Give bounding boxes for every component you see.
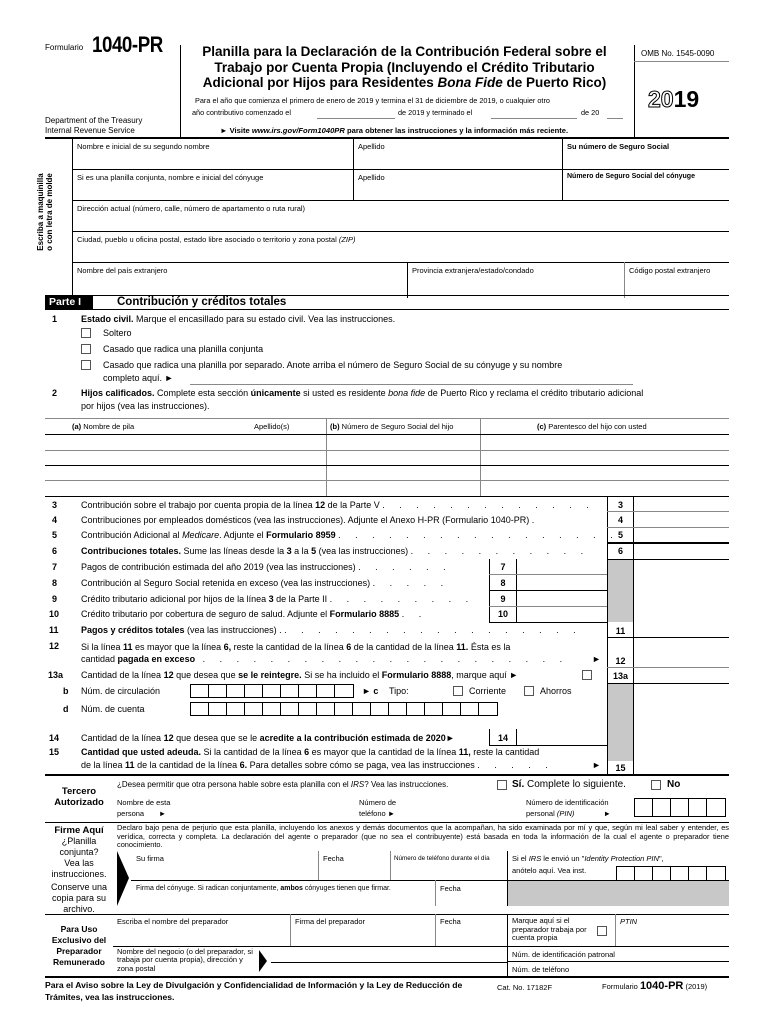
tax-period-start-label: año contributivo comenzado el [192,108,291,117]
line-number: 5 [52,530,58,540]
department-name: Department of the Treasury [45,116,143,125]
line-box-number: 6 [617,546,623,556]
see-instructions-note: Vea las instrucciones. [51,858,107,879]
divider [407,262,408,298]
line-15-label: Cantidad que usted adeuda. Si la cantidad de la línea 6 es mayor que la cantidad de la línea 11, reste la cantidad [81,747,540,757]
form-number: 1040-PR [92,32,163,57]
line-number: 11 [49,625,59,635]
third-party-yes-label: Sí. Complete lo siguiente. [512,779,626,790]
city-field[interactable]: Ciudad, pueblo u oficina postal, estado libre asociado o territorio y zona postal (ZIP) [77,235,356,244]
divider [624,262,625,298]
line-number: 2 [52,388,58,398]
routing-number-input[interactable] [190,684,354,698]
spouse-signature-label: Firma del cónyuge. Si radican conjuntamente, ambos cónyuges tienen que firmar. [136,885,391,892]
title-line: Planilla para la Declaración de la Contribución Federal sobre el [202,44,607,59]
rule [45,309,729,310]
firm-name-field[interactable] [271,962,507,963]
line-8-label: Contribución al Seguro Social retenida en exceso (vea las instrucciones) . . . . . [81,578,450,588]
line-9-amount-field[interactable] [517,591,607,606]
ptin-field[interactable] [616,926,729,944]
spouse-ssn-field[interactable]: Número de Seguro Social del cónyuge [567,173,695,180]
table-row[interactable] [45,450,729,451]
firm-name-label: Nombre del negocio (o del preparador, si trabaja por cuenta propia), dirección y zona postal [117,947,253,973]
line-box-number: 11 [615,626,626,636]
line-8-amount-field[interactable] [517,575,607,590]
checking-checkbox[interactable] [453,686,463,696]
third-party-no-checkbox[interactable] [651,780,661,790]
line-number: 7 [52,562,58,572]
line-number: 1 [52,314,58,324]
column-header: (b) Número de Seguro Social del hijo [330,422,454,431]
third-party-question: ¿Desea permitir que otra persona hable sobre esta planilla con el IRS? Vea las instrucciones. [117,780,449,789]
line-14-label: Cantidad de la línea 12 que desea que se le acredite a la contribución estimada de 2020► [81,733,455,743]
designee-pin-input[interactable] [634,798,726,817]
rule [607,683,729,684]
ptin-label: PTIN [620,917,638,926]
line-box-number: 9 [500,594,506,604]
filing-status-heading: Estado civil. Marque el encasillado para su estado civil. Vea las instrucciones. [81,314,396,324]
line-number: 4 [52,515,58,525]
form-8888-checkbox[interactable] [582,670,592,680]
rule [45,418,729,419]
rule [72,262,729,263]
keep-copy-note: Conserve una copia para su archivo. [50,882,108,914]
line-box-number: 4 [617,515,623,525]
preparer-name-label: Escriba el nombre del preparador [117,917,229,926]
arrow-icon: ► [592,760,601,770]
line-box-number: 8 [500,578,506,588]
line-3-amount-field[interactable] [634,496,729,511]
ssn-field[interactable]: Su número de Seguro Social [567,142,670,151]
preparer-phone-field[interactable] [580,962,729,976]
privacy-notice: Para el Aviso sobre la Ley de Divulgación y Confidencialidad de Información y la Ley de Reducción de Trámites, vea las instrucciones. [45,980,463,1002]
ein-field[interactable] [620,947,729,961]
filing-status-separate-checkbox[interactable] [81,360,91,370]
first-name-field[interactable]: Nombre e inicial de su segundo nombre [77,142,210,151]
part-title: Contribución y créditos totales [117,296,287,308]
self-employed-checkbox[interactable] [597,926,607,936]
date-label: Fecha [323,854,344,863]
daytime-phone-label: Número de teléfono durante el día [394,855,490,862]
perjury-declaration: Declaro bajo pena de perjurio que esta planilla, incluyendo los anexos y demás documentos que la acompañan, ha sido examinada por mí y que, según mi leal saber y entender, es verídica, correcta y completa. La declaración del agente o preparador (que no sea el contribuyente) está basada en toda la información de la cual el agente o preparador tiene conocimiento. [117,823,729,850]
line-7-amount-field[interactable] [517,559,607,574]
line-box-number: 3 [617,500,623,510]
designee-phone-field[interactable] [410,797,520,819]
preparer-phone-label: Núm. de teléfono [512,965,570,974]
line-6-label: Contribuciones totales. Sume las líneas desde la 3 a la 5 (vea las instrucciones) . . . . . . . . . . . [81,546,590,556]
print-instruction-label: Escriba a maquinilla o con letra de molde [36,173,54,251]
line-15-amount-field[interactable] [634,746,729,774]
catalog-number: Cat. No. 17182F [497,983,553,992]
divider [634,61,729,62]
spouse-name-field[interactable]: Si es una planilla conjunta, nombre e inicial del cónyuge [77,173,264,182]
line-10-amount-field[interactable] [517,607,607,622]
paid-preparer-title: Para Uso Exclusivo del Preparador Remunerado [51,924,107,967]
line-4-label: Contribuciones por empleados domésticos (vea las instrucciones). Adjunte el Anexo H-PR (Formulario 1040-PR) . [81,515,535,525]
sign-here-sidebar [45,825,113,915]
qualifying-children-heading: por hijos (vea las instrucciones). [81,401,210,411]
line-letter: b [63,686,69,696]
rule [489,622,607,623]
tax-period-text: Para el año que comienza el primero de enero de 2019 y termina el 31 de diciembre de 2019, o cualquier otro [195,96,550,105]
account-type-letter: ► c [362,686,379,696]
line-box-number: 15 [615,763,626,773]
table-row[interactable] [45,465,729,466]
line-box-number: 10 [497,609,508,619]
self-employed-label: Marque aquí si el preparador trabaja por cuenta propia [512,916,587,942]
rule [45,774,729,776]
firm-arrow-icon [259,950,267,972]
line-box-number: 12 [615,656,626,666]
checking-label: Corriente [469,686,507,696]
divider [480,418,481,496]
spouse-signature-field[interactable] [131,894,431,906]
line-number: 12 [49,641,60,651]
address-field[interactable]: Dirección actual (número, calle, número de apartamento o ruta rural) [77,204,306,213]
form-title [181,44,628,91]
line-12-amount-field[interactable] [634,638,729,668]
joint-return-note: ¿Planilla conjunta? [59,836,99,857]
account-number-label: Núm. de cuenta [81,704,145,714]
spouse-last-name-field[interactable]: Apellido [358,173,385,182]
line-box-number: 7 [500,562,506,572]
spouse-full-name-field[interactable] [190,384,633,385]
footer-form-id: Formulario 1040-PR (2019) [602,980,708,992]
tax-period-end-field[interactable] [491,118,577,119]
preparer-signature-field[interactable] [291,926,434,944]
rule [607,559,729,560]
title-line: Trabajo por Cuenta Propia (Incluyendo el Crédito Tributario [214,59,595,75]
shaded-area [608,559,633,622]
line-13a-amount-field[interactable] [634,668,729,683]
qualifying-children-heading: Hijos calificados. Complete esta sección únicamente si usted es residente bona fide de Puerto Rico y reclama el crédito tributario adicional [81,388,644,398]
column-header: Apellido(s) [254,422,290,431]
visit-irs-text: ► Visite www.irs.gov/Form1040PR para obtener las instrucciones y la información más reciente. [220,126,569,135]
line-3-label: Contribución sobre el trabajo por cuenta propia de la línea 12 de la Parte V . . . . . . . . . . . . . [81,500,595,510]
third-party-yes-checkbox[interactable] [497,780,507,790]
tax-period-year-label: de 20 [581,108,600,117]
preparer-date-field[interactable] [436,926,507,944]
filing-status-label: Casado que radica una planilla por separado. Anote arriba el número de Seguro Social de su cónyuge y su nombre [103,360,563,370]
spouse-date-field[interactable] [436,892,507,906]
form-prefix: Formulario [45,43,84,52]
line-13a-label: Cantidad de la línea 12 que desea que se le reintegre. Si se ha incluido el Formulario 8888, marque aquí ► [81,670,519,680]
line-4-amount-field[interactable] [634,512,729,527]
filing-status-label: Casado que radica una planilla conjunta [103,344,264,354]
rule [72,169,729,170]
line-number: 13a [48,670,64,680]
divider [507,914,508,976]
filing-status-single-checkbox[interactable] [81,328,91,338]
line-number: 9 [52,594,58,604]
filing-status-label: Soltero [103,328,132,338]
account-type-label: Tipo: [389,686,409,696]
rule [489,745,607,746]
line-7-label: Pagos de contribución estimada del año 2019 (vea las instrucciones) . . . . . . [81,562,452,572]
ip-pin-label: Si el IRS le envió un "Identity Protection PIN", [512,854,664,863]
divider [634,45,635,138]
title-line: Adicional por Hijos para Residentes Bona Fide de Puerto Rico) [202,75,607,90]
agency-name: Internal Revenue Service [45,126,135,135]
signature-date-field[interactable] [319,852,390,880]
line-number: 6 [52,546,58,556]
filing-status-joint-checkbox[interactable] [81,344,91,354]
arrow-icon: ► [592,654,601,664]
divider [72,138,73,298]
line-number: 14 [49,733,60,743]
third-party-no-label: No [667,779,681,790]
ip-pin-input[interactable] [616,866,726,881]
rule [45,976,729,978]
your-signature-label: Su firma [136,854,164,863]
line-15-label: de la línea 11 de la cantidad de la línea 6. Para detalles sobre cómo se paga, vea las instrucciones . . . . . [81,760,554,770]
ein-label: Núm. de identificación patronal [512,950,615,959]
line-10-label: Crédito tributario por cobertura de seguro de salud. Adjunte el Formulario 8885 . . [81,609,428,619]
table-row[interactable] [45,434,729,435]
line-number: 15 [49,747,60,757]
preparer-name-field[interactable] [117,926,287,944]
line-number: 8 [52,578,58,588]
rule [72,231,729,232]
line-box-number: 13a [612,671,629,681]
designee-name-label: Nombre de esta persona ► [117,798,171,818]
rule [45,137,729,139]
ip-pin-label: anótelo aquí. Vea inst. [512,866,587,875]
tax-year: 2019 [648,86,700,112]
savings-checkbox[interactable] [524,686,534,696]
filing-status-label: completo aquí. ► [103,373,174,383]
preparer-signature-label: Firma del preparador [295,917,366,926]
spouse-date-label: Fecha [440,884,461,893]
line-6-amount-field[interactable] [634,544,729,559]
designee-phone-label: Número de teléfono ► [359,798,397,818]
line-9-label: Crédito tributario adicional por hijos de la línea 3 de la Parte II . . . . . . . . . [81,594,475,604]
part-tag: Parte I [45,296,93,309]
line-5-amount-field[interactable] [634,528,729,543]
sign-here-title: Firme Aquí [54,825,104,836]
foreign-country-field[interactable]: Nombre del país extranjero [77,266,168,275]
rule [72,200,729,201]
last-name-field[interactable]: Apellido [358,142,385,151]
line-12-label: Si la línea 11 es mayor que la línea 6, reste la cantidad de la línea 6 de la cantidad de la línea 11. Ésta es la [81,642,511,652]
designee-name-field[interactable] [195,797,355,819]
savings-label: Ahorros [540,686,572,696]
line-14-amount-field[interactable] [517,729,607,744]
column-header: (c) Parentesco del hijo con usted [537,422,647,431]
foreign-province-field[interactable]: Provincia extranjera/estado/condado [412,266,534,275]
designee-pin-label: Número de identificación personal (PIN) ► [526,798,611,818]
routing-number-label: Núm. de circulación [81,686,161,696]
line-box-number: 5 [617,530,623,540]
table-row[interactable] [45,480,729,481]
line-12-label: cantidad pagada en exceso . . . . . . . . . . . . . . . . . . . . . . [81,654,569,664]
line-number: 10 [49,609,60,619]
preparer-date-label: Fecha [440,917,461,926]
account-number-input[interactable] [190,702,498,716]
divider [326,418,327,496]
third-party-title: Tercero Autorizado [54,786,104,808]
sign-arrow-icon [117,851,129,906]
rule [45,496,729,497]
foreign-postal-field[interactable]: Código postal extranjero [629,266,711,275]
line-11-amount-field[interactable] [634,622,729,637]
line-box-number: 14 [497,733,508,743]
line-letter: d [63,704,69,714]
daytime-phone-field[interactable] [391,862,503,880]
shaded-area [608,683,633,761]
tax-period-year-field[interactable] [607,118,623,119]
line-11-label: Pagos y créditos totales (vea las instrucciones) . . . . . . . . . . . . . . . . . . . [81,625,582,635]
line-number: 3 [52,500,58,510]
your-signature-field[interactable] [131,852,317,880]
tax-period-start-field[interactable] [317,118,395,119]
omb-number: OMB No. 1545-0090 [641,49,715,58]
rule [45,914,729,915]
line-5-label: Contribución Adicional al Medicare. Adjunte el Formulario 8959 . . . . . . . . . . . . . . . . . [81,530,619,540]
shaded-area [508,881,729,906]
column-header: (a) Nombre de pila [72,422,135,431]
tax-period-end-label: de 2019 y terminado el [398,108,473,117]
